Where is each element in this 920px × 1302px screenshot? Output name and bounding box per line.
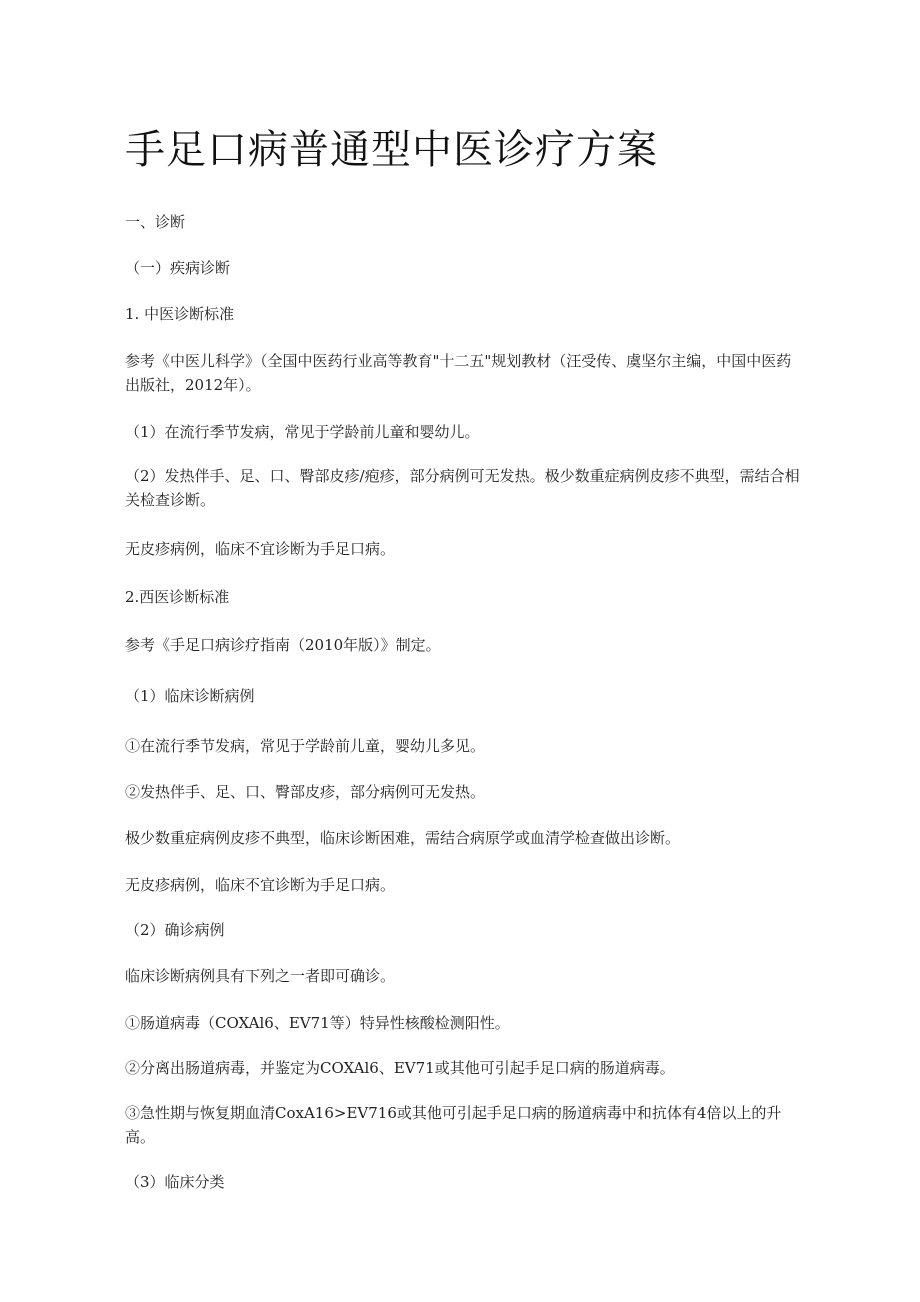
heading-clinical-classification: （3）临床分类 <box>125 1173 225 1191</box>
paragraph-clinical-item-1: ①在流行季节发病，常见于学龄前儿童，婴幼儿多见。 <box>125 737 486 755</box>
paragraph-confirm-item-1: ①肠道病毒（COXAl6、EV71等）特异性核酸检测阳性。 <box>125 1014 510 1032</box>
paragraph-tcm-item-1: （1）在流行季节发病，常见于学龄前儿童和婴幼儿。 <box>125 423 480 441</box>
paragraph-severe-cases: 极少数重症病例皮疹不典型，临床诊断困难，需结合病原学或血清学检查做出诊断。 <box>125 829 681 847</box>
paragraph-no-rash-note-2: 无皮疹病例，临床不宜诊断为手足口病。 <box>125 876 396 894</box>
heading-western-criteria: 2.西医诊断标准 <box>125 588 230 606</box>
subsection-heading-disease-diagnosis: （一）疾病诊断 <box>125 259 231 277</box>
paragraph-confirm-item-2: ②分离出肠道病毒，并鉴定为COXAl6、EV71或其他可引起手足口病的肠道病毒。 <box>125 1059 675 1077</box>
document-title: 手足口病普通型中医诊疗方案 <box>125 127 658 173</box>
heading-clinical-cases: （1）临床诊断病例 <box>125 687 255 705</box>
heading-confirmed-cases: （2）确诊病例 <box>125 921 225 939</box>
paragraph-tcm-item-2: （2）发热伴手、足、口、臀部皮疹/疱疹，部分病例可无发热。极少数重症病例皮疹不典型，需结合相关检查诊断。 <box>125 467 800 509</box>
paragraph-no-rash-note: 无皮疹病例，临床不宜诊断为手足口病。 <box>125 540 396 558</box>
heading-tcm-criteria: 1. 中医诊断标准 <box>125 305 235 323</box>
paragraph-confirm-item-3: ③急性期与恢复期血清CoxA16>EV716或其他可引起手足口病的肠道病毒中和抗体有4倍以上的升高。 <box>125 1104 782 1146</box>
paragraph-tcm-reference: 参考《中医儿科学》（全国中医药行业高等教育"十二五"规划教材（汪受传、虞坚尔主编，中国中医药出版社，2012年）。 <box>125 352 792 394</box>
paragraph-clinical-item-2: ②发热伴手、足、口、臀部皮疹，部分病例可无发热。 <box>125 783 486 801</box>
paragraph-western-reference: 参考《手足口病诊疗指南（2010年版）》制定。 <box>125 636 441 654</box>
section-heading-diagnosis: 一、诊断 <box>125 213 186 231</box>
paragraph-confirm-intro: 临床诊断病例具有下列之一者即可确诊。 <box>125 967 396 985</box>
